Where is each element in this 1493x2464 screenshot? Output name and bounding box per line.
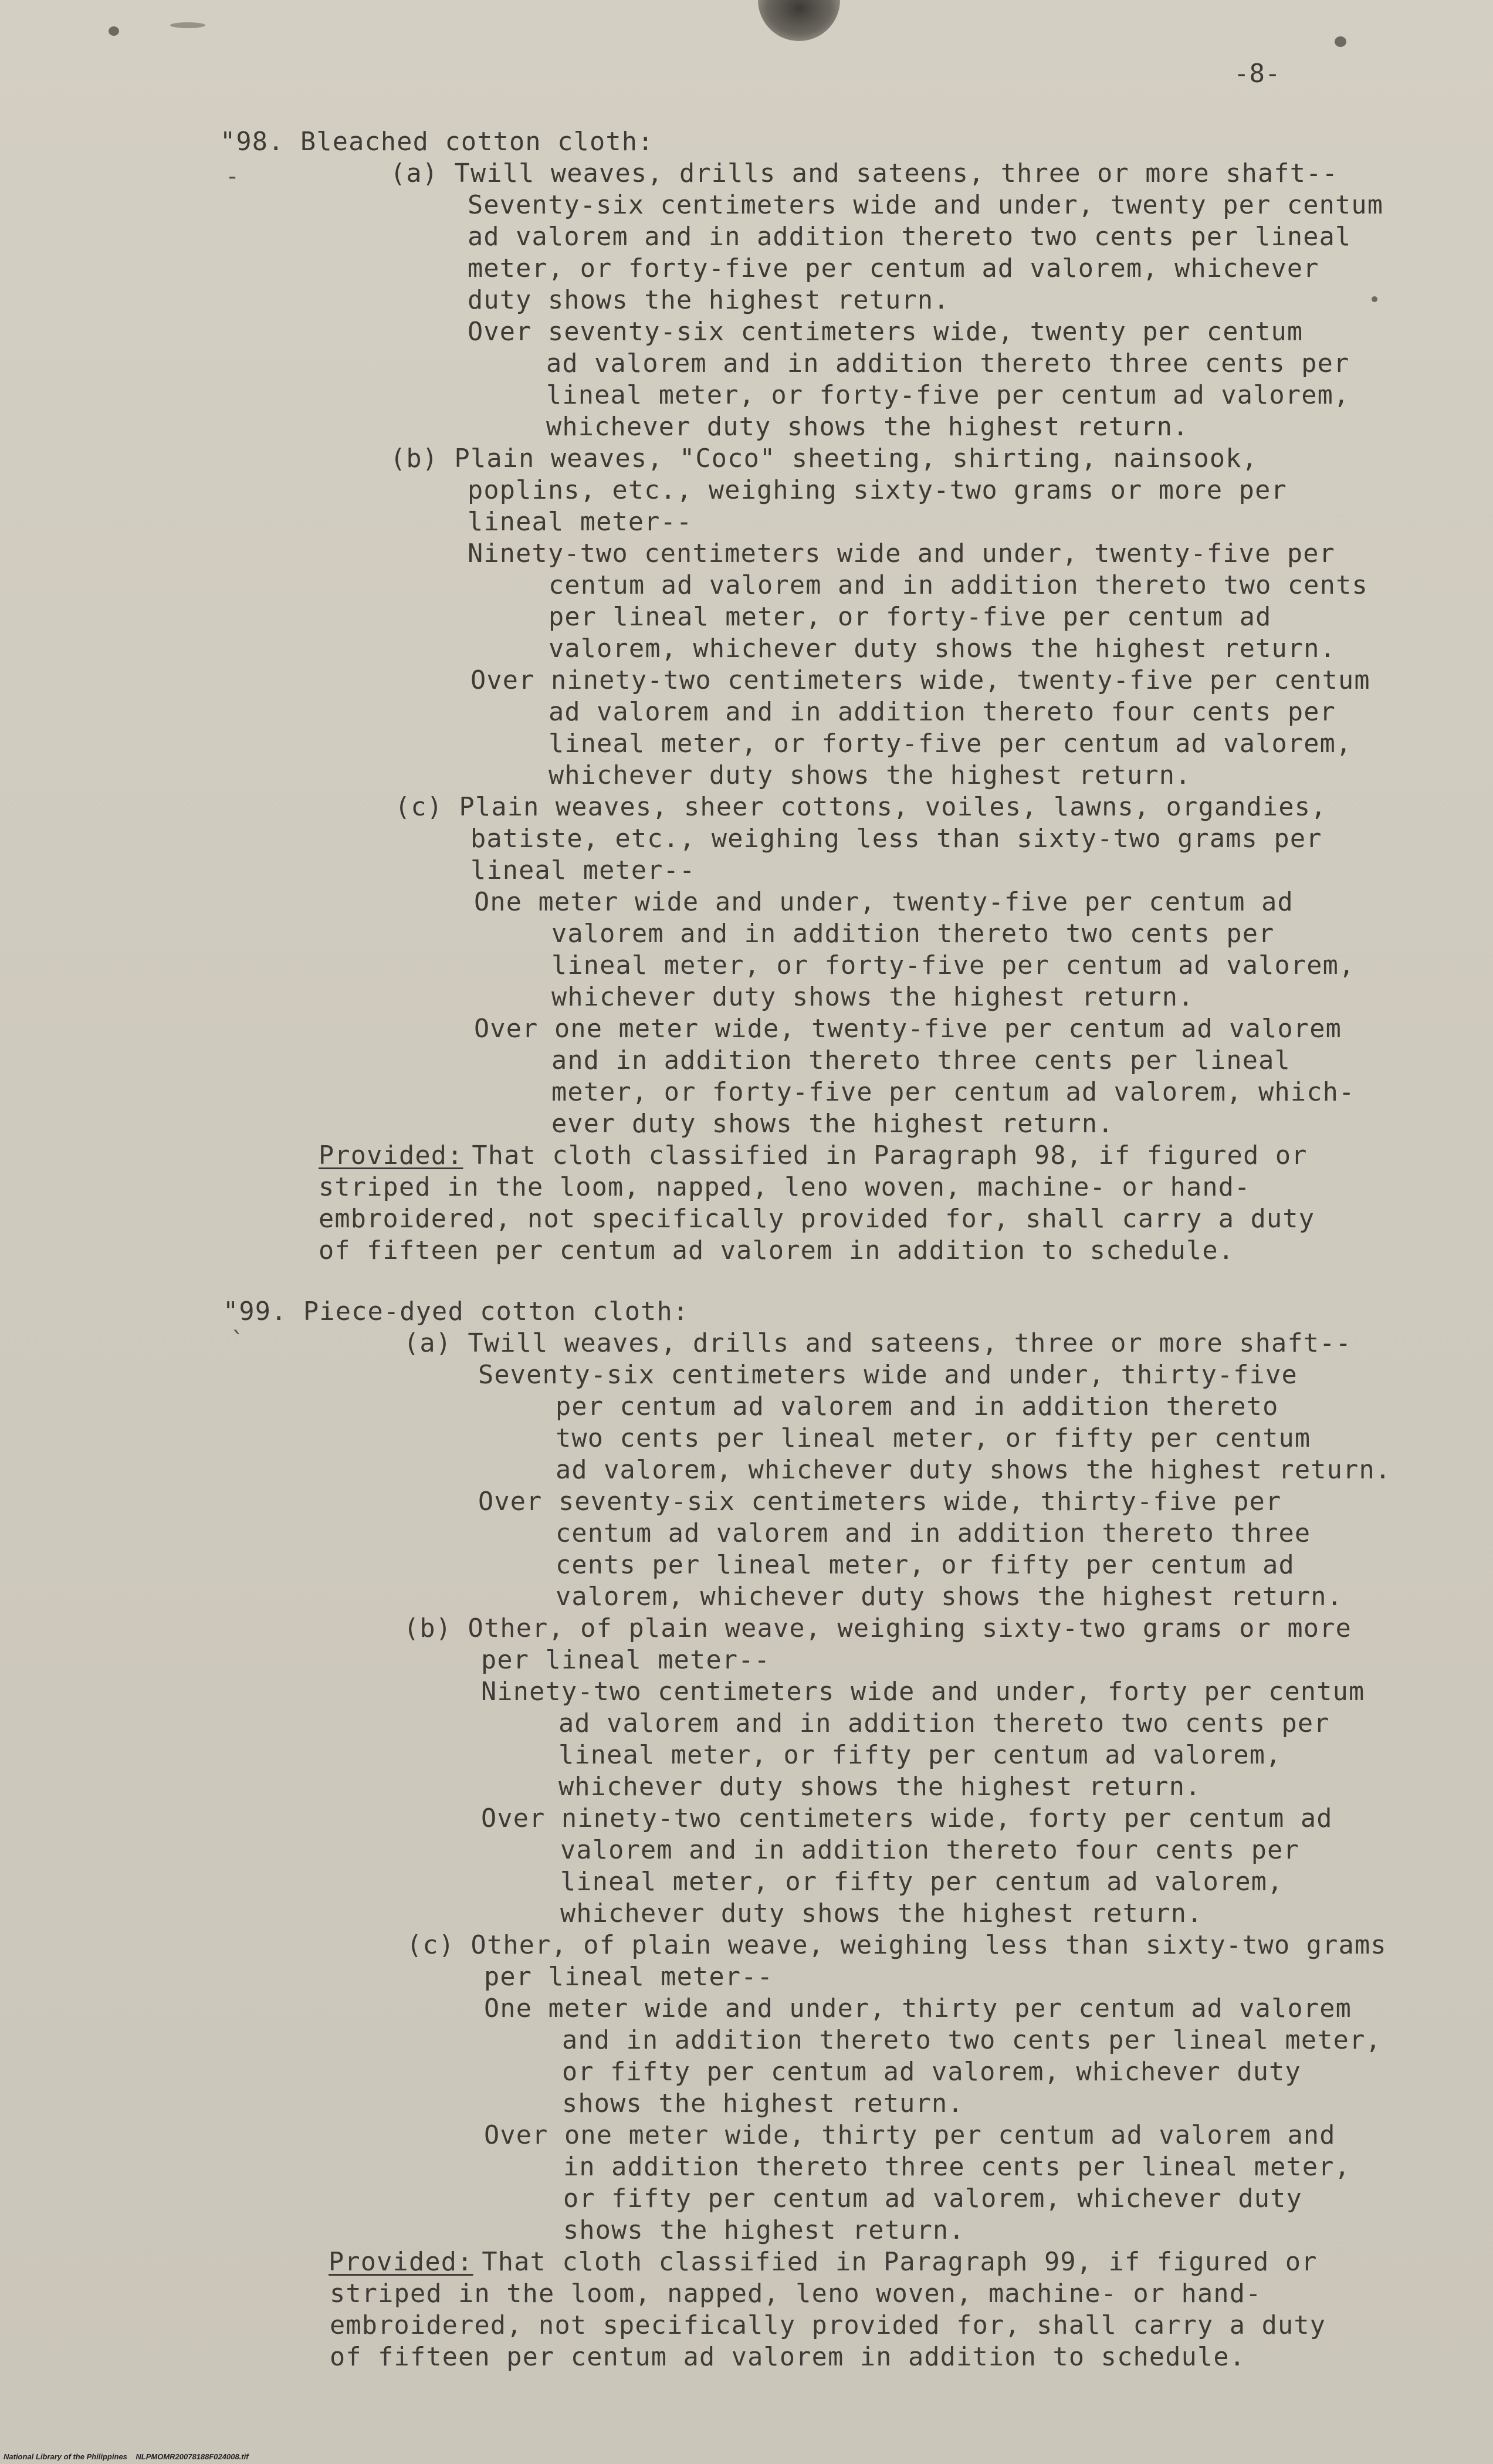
text-line: One meter wide and under, thirty per centum ad valorem (484, 1994, 1352, 2023)
text-line: two cents per lineal meter, or fifty per centum (556, 1424, 1311, 1453)
margin-mark: ` (231, 1328, 245, 1355)
paragraph-heading: "99. Piece-dyed cotton cloth: (223, 1297, 689, 1326)
text-line: Seventy-six centimeters wide and under, twenty per centum (468, 191, 1384, 220)
text-line: or fifty per centum ad valorem, whichever duty (562, 2057, 1301, 2087)
text-line: shows the highest return. (563, 2216, 965, 2245)
scan-footer: National Library of the Philippines NLPMOMR20078188F024008.tif (4, 2452, 249, 2461)
text-line: embroidered, not specifically provided for, shall carry a duty (330, 2311, 1326, 2340)
proviso-label: Provided: (319, 1141, 463, 1170)
text-line: centum ad valorem and in addition thereto two cents (549, 571, 1368, 600)
text-line: ever duty shows the highest return. (551, 1109, 1114, 1139)
text-line: valorem, whichever duty shows the highest return. (556, 1582, 1343, 1612)
text-line: and in addition thereto three cents per lineal (551, 1046, 1291, 1075)
text-line: shows the highest return. (562, 2089, 964, 2118)
text-line: ad valorem and in addition thereto two cents per (558, 1709, 1330, 1738)
text-line: and in addition thereto two cents per lineal meter, (562, 2026, 1382, 2055)
text-line: Over ninety-two centimeters wide, forty per centum ad (481, 1804, 1333, 1833)
text-line: Over seventy-six centimeters wide, thirty-five per (478, 1487, 1282, 1517)
text-line: or fifty per centum ad valorem, whichever duty (563, 2184, 1302, 2213)
text-line: Over seventy-six centimeters wide, twenty per centum (468, 317, 1304, 347)
text-line: valorem and in addition thereto four cents per (560, 1836, 1299, 1865)
page-number: -8- (1234, 59, 1281, 89)
ink-spot (170, 22, 205, 28)
text-line: Seventy-six centimeters wide and under, thirty-five (478, 1360, 1298, 1390)
text-line: of fifteen per centum ad valorem in addition to schedule. (319, 1236, 1235, 1265)
text-line: valorem and in addition thereto two cents per (551, 919, 1275, 949)
text-line: poplins, etc., weighing sixty-two grams or more per (468, 476, 1287, 505)
text-line: whichever duty shows the highest return. (558, 1772, 1201, 1802)
punch-hole (758, 0, 840, 41)
text-line: Over one meter wide, twenty-five per centum ad valorem (474, 1014, 1342, 1044)
text-line: Over one meter wide, thirty per centum ad valorem and (484, 2121, 1336, 2150)
text-line: Over ninety-two centimeters wide, twenty-five per centum (470, 666, 1370, 695)
text-line: lineal meter, or forty-five per centum ad valorem, (549, 729, 1352, 759)
ink-spot (109, 26, 119, 36)
text-line: whichever duty shows the highest return. (551, 983, 1194, 1012)
text-line: whichever duty shows the highest return. (546, 412, 1189, 442)
text-line: Ninety-two centimeters wide and under, twenty-five per (468, 539, 1336, 568)
proviso-label: Provided: (329, 2248, 473, 2277)
text-line: per lineal meter-- (481, 1646, 771, 1675)
subsection-heading: (b) Other, of plain weave, weighing sixty-two grams or more (404, 1614, 1352, 1643)
text-line: duty shows the highest return. (468, 286, 950, 315)
ink-spot (1335, 36, 1346, 47)
subsection-heading: (a) Twill weaves, drills and sateens, three or more shaft-- (404, 1329, 1352, 1358)
text-line: per lineal meter, or forty-five per centum ad (549, 603, 1272, 632)
subsection-heading: (b) Plain weaves, "Coco" sheeting, shirting, nainsook, (390, 444, 1258, 473)
text-line: embroidered, not specifically provided for, shall carry a duty (319, 1204, 1315, 1234)
text-line: striped in the loom, napped, leno woven, machine- or hand- (319, 1173, 1251, 1202)
text-line: centum ad valorem and in addition thereto three (556, 1519, 1311, 1548)
text-line: per lineal meter-- (484, 1962, 774, 1992)
text-line: ad valorem, whichever duty shows the highest return. (556, 1456, 1392, 1485)
text-line: batiste, etc., weighing less than sixty-two grams per (470, 824, 1322, 854)
text-line: valorem, whichever duty shows the highest return. (549, 634, 1336, 664)
text-line: meter, or forty-five per centum ad valorem, which- (551, 1078, 1355, 1107)
text-line: whichever duty shows the highest return. (560, 1899, 1203, 1928)
text-line: lineal meter, or forty-five per centum ad valorem, (546, 381, 1350, 410)
text-line: cents per lineal meter, or fifty per centum ad (556, 1551, 1295, 1580)
subsection-heading: (a) Twill weaves, drills and sateens, three or more shaft-- (390, 159, 1338, 188)
text-line: of fifteen per centum ad valorem in addition to schedule. (330, 2343, 1246, 2372)
margin-mark: - (225, 163, 240, 190)
paragraph-heading: "98. Bleached cotton cloth: (220, 127, 654, 157)
proviso-text: That cloth classified in Paragraph 99, if figured or (466, 2248, 1318, 2277)
text-line: whichever duty shows the highest return. (549, 761, 1191, 790)
text-line: per centum ad valorem and in addition thereto (556, 1392, 1279, 1421)
text-line: Ninety-two centimeters wide and under, forty per centum (481, 1677, 1365, 1707)
text-line: ad valorem and in addition thereto two cents per lineal (468, 222, 1352, 252)
text-line: ad valorem and in addition thereto three cents per (546, 349, 1350, 378)
text-line: in addition thereto three cents per lineal meter, (563, 2152, 1351, 2182)
ink-spot (1372, 296, 1377, 302)
text-line: lineal meter-- (470, 856, 696, 885)
text-line: One meter wide and under, twenty-five per centum ad (474, 888, 1294, 917)
subsection-heading: (c) Plain weaves, sheer cottons, voiles, lawns, organdies, (395, 793, 1327, 822)
text-line: ad valorem and in addition thereto four cents per (549, 698, 1336, 727)
text-line: striped in the loom, napped, leno woven, machine- or hand- (330, 2279, 1262, 2309)
proviso-text: That cloth classified in Paragraph 98, if figured or (456, 1141, 1308, 1170)
text-line: lineal meter-- (468, 507, 693, 537)
text-line: meter, or forty-five per centum ad valorem, whichever (468, 254, 1319, 283)
text-line: lineal meter, or forty-five per centum ad valorem, (551, 951, 1355, 980)
subsection-heading: (c) Other, of plain weave, weighing less than sixty-two grams (407, 1931, 1387, 1960)
text-line: lineal meter, or fifty per centum ad valorem, (560, 1867, 1284, 1897)
text-line: lineal meter, or fifty per centum ad valorem, (558, 1741, 1282, 1770)
